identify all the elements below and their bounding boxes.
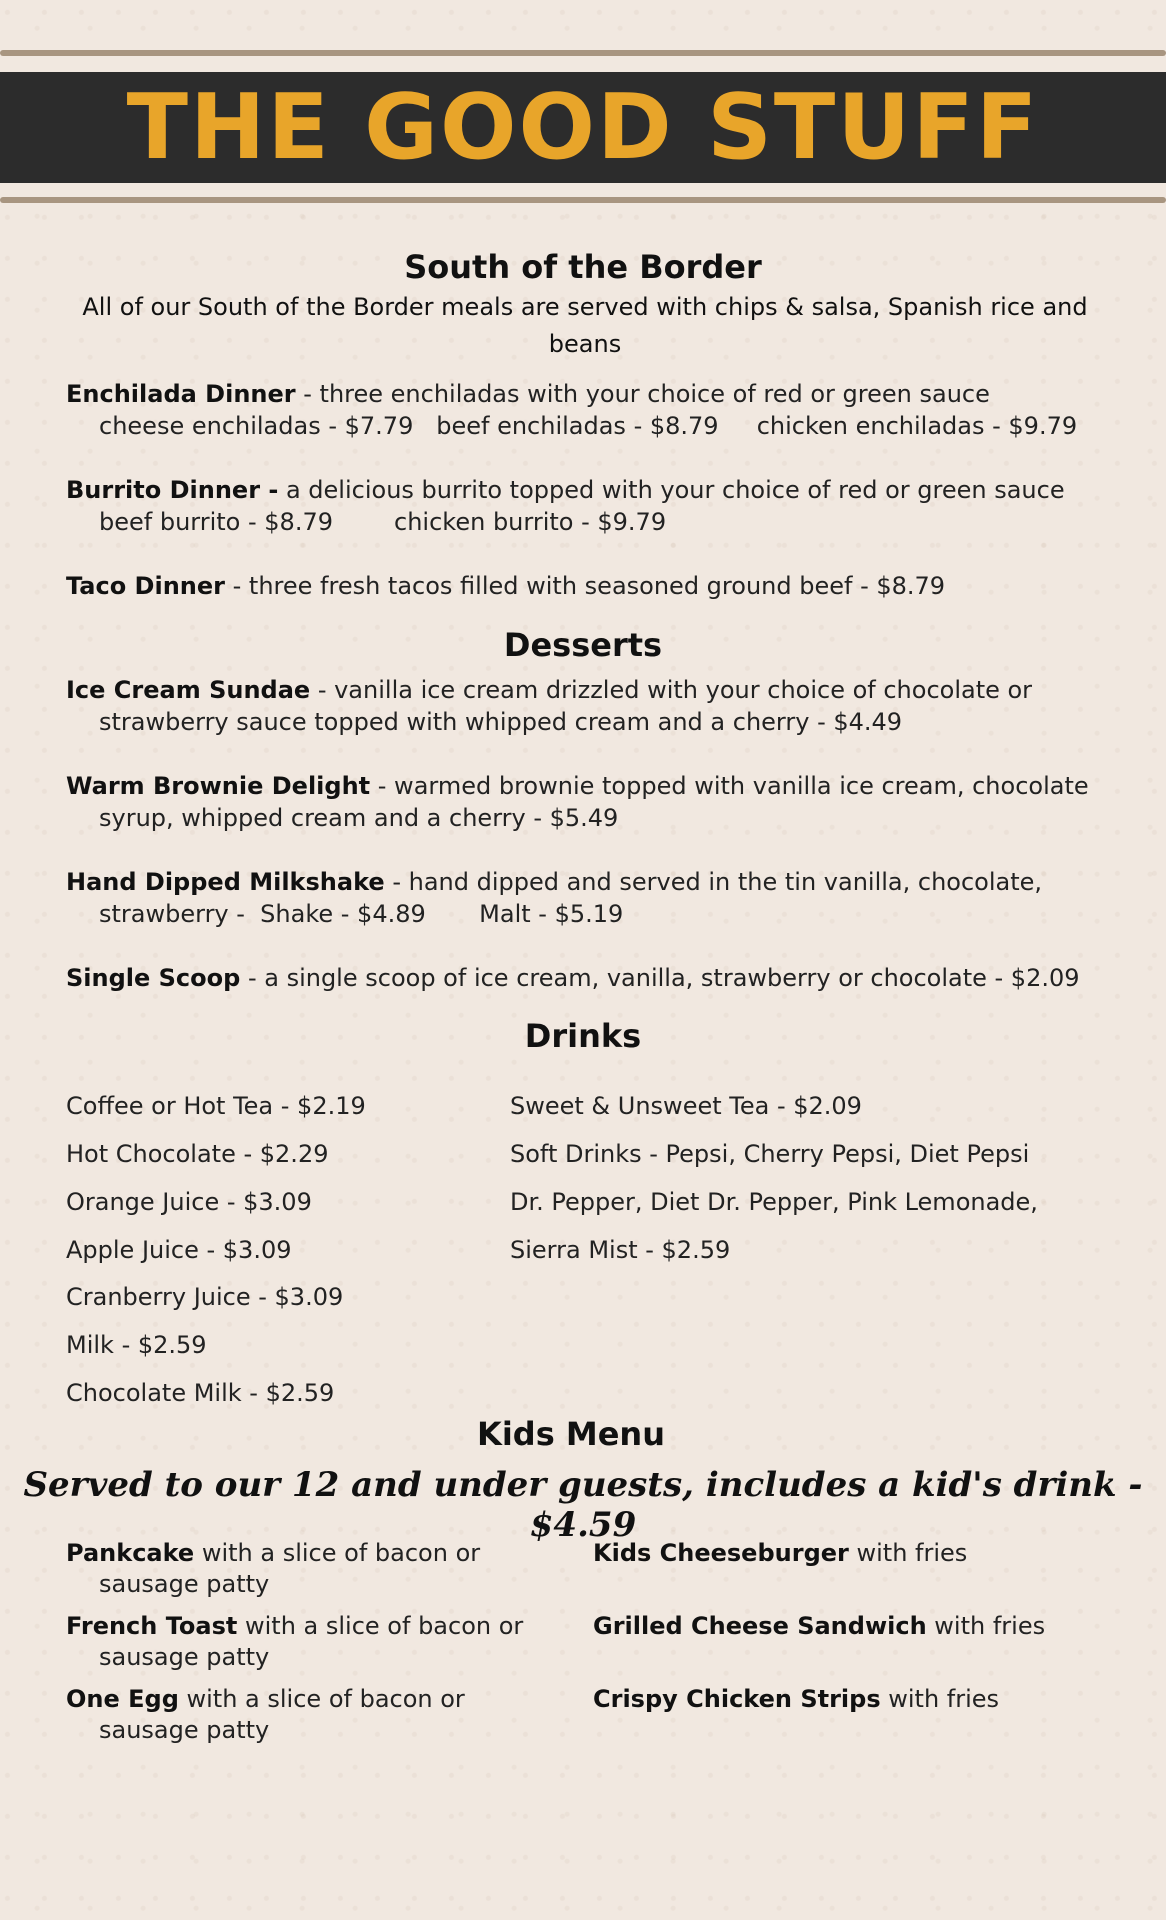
drink-item: Chocolate Milk - $2.59 [66,1379,335,1407]
kids-tagline: Served to our 12 and under guests, includes a kid's drink - $4.59 [23,1465,1143,1545]
kids-item [593,1538,1073,1569]
item-prices: cheese enchiladas - $7.79 beef enchiladas - $8.79 chicken enchiladas - $9.79 [99,412,1078,440]
kids-item [66,1611,546,1673]
item-desc: with a slice of bacon or [237,1612,524,1640]
item-desc: - a single scoop of ice cream, vanilla, strawberry or chocolate - $2.09 [240,964,1080,992]
section-heading-drinks: Drinks [524,1017,642,1055]
drink-item: Dr. Pepper, Diet Dr. Pepper, Pink Lemonade, [510,1188,1038,1216]
menu-item [66,962,1106,994]
item-prices: beef burrito - $8.79 chicken burrito - $9.79 [99,508,667,536]
menu-item [66,570,1106,602]
item-name: Grilled Cheese Sandwich [593,1612,927,1640]
top-divider [0,50,1166,56]
item-desc: with fries [848,1539,968,1567]
menu-item [66,866,1106,930]
item-desc: with a slice of bacon or [194,1539,481,1567]
kids-item [593,1684,1073,1715]
item-name: Kids Cheeseburger [593,1539,849,1567]
section-subtitle-south: All of our South of the Border meals are served with chips & salsa, Spanish rice and beans [82,293,1088,358]
item-name: Hand Dipped Milkshake [66,868,385,896]
item-name: Enchilada Dinner [66,380,296,408]
item-desc: - three fresh tacos filled with seasoned ground beef - $8.79 [224,572,946,600]
section-heading-south: South of the Border [404,248,762,286]
item-desc-cont: sausage patty [99,1570,270,1598]
menu-title: THE GOOD STUFF [126,74,1040,180]
kids-item [593,1611,1073,1642]
item-desc: with fries [880,1685,1000,1713]
item-name: Ice Cream Sundae [66,676,311,704]
menu-item [66,674,1106,738]
item-desc: a delicious burrito topped with your choice of red or green sauce [278,476,1065,504]
item-desc-cont: sausage patty [99,1643,270,1671]
item-prices: syrup, whipped cream and a cherry - $5.49 [99,804,619,832]
bottom-divider [0,197,1166,203]
item-desc: with fries [926,1612,1046,1640]
item-name: Warm Brownie Delight [66,772,371,800]
item-name: French Toast [66,1612,238,1640]
item-prices: strawberry - Shake - $4.89 Malt - $5.19 [99,900,624,928]
item-prices: strawberry sauce topped with whipped cream and a cherry - $4.49 [99,708,903,736]
item-name: Single Scoop [66,964,241,992]
item-desc: - hand dipped and served in the tin vanilla, chocolate, [384,868,1043,896]
drink-item: Coffee or Hot Tea - $2.19 [66,1092,366,1120]
drink-item: Sierra Mist - $2.59 [510,1236,731,1264]
drink-item: Apple Juice - $3.09 [66,1236,292,1264]
section-heading-kids: Kids Menu [477,1415,665,1453]
title-banner [0,72,1166,183]
item-name: Taco Dinner [66,572,225,600]
item-desc-cont: sausage patty [99,1716,270,1744]
drink-item: Orange Juice - $3.09 [66,1188,312,1216]
item-name: Burrito Dinner - [66,476,279,504]
item-name: One Egg [66,1685,179,1713]
menu-item [66,474,1106,538]
drink-item: Cranberry Juice - $3.09 [66,1283,344,1311]
item-desc: - vanilla ice cream drizzled with your choice of chocolate or [310,676,1033,704]
menu-item [66,378,1106,442]
drink-item: Sweet & Unsweet Tea - $2.09 [510,1092,862,1120]
menu-item [66,770,1106,834]
kids-item [66,1684,546,1746]
item-desc: - warmed brownie topped with vanilla ice cream, chocolate [370,772,1089,800]
drink-item: Soft Drinks - Pepsi, Cherry Pepsi, Diet Pepsi [510,1140,1030,1168]
drink-item: Milk - $2.59 [66,1331,207,1359]
item-desc: - three enchiladas with your choice of red or green sauce [295,380,990,408]
item-desc: with a slice of bacon or [178,1685,465,1713]
section-heading-desserts: Desserts [503,626,663,664]
item-name: Pankcake [66,1539,195,1567]
kids-item [66,1538,546,1600]
item-name: Crispy Chicken Strips [593,1685,881,1713]
drink-item: Hot Chocolate - $2.29 [66,1140,329,1168]
